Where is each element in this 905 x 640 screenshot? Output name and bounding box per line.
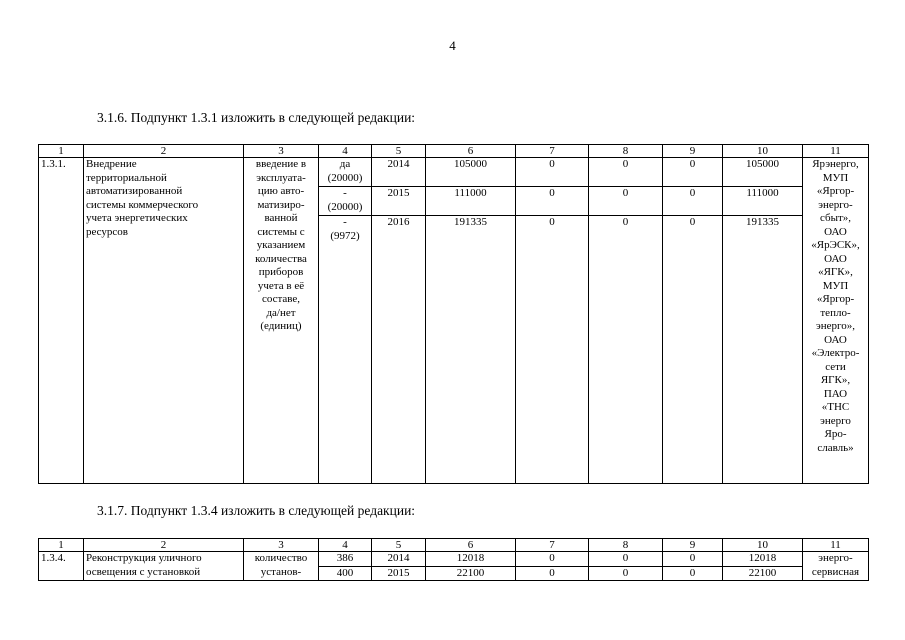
item-number: 1.3.1. [39, 158, 84, 484]
amount: 0 [589, 566, 663, 581]
amount: 111000 [426, 187, 516, 216]
text-line: цию авто- [257, 185, 305, 197]
amount: 12018 [723, 552, 803, 567]
amount: 0 [516, 216, 589, 484]
text-line: да [339, 158, 351, 170]
column-number: 6 [426, 539, 516, 552]
section-heading-1-3-1: 3.1.6. Подпункт 1.3.1 изложить в следующей редакции: [97, 110, 416, 125]
year: 2016 [372, 216, 426, 484]
indicator: количество [244, 552, 319, 567]
amount: 0 [663, 552, 723, 567]
page-number: 4 [449, 38, 456, 53]
text-line: (20000) [327, 200, 363, 213]
text-line: ПАО [823, 387, 848, 400]
section-heading-1-3-4: 3.1.7. Подпункт 1.3.4 изложить в следующей редакции: [97, 503, 416, 518]
year: 2014 [372, 158, 426, 187]
amount: 0 [663, 566, 723, 581]
text-line: энерго- [818, 198, 853, 211]
column-number: 4 [319, 145, 372, 158]
text-line: введение в [255, 158, 307, 170]
table-row [39, 566, 869, 581]
year: 2015 [372, 566, 426, 581]
amount: 0 [589, 158, 663, 187]
column-number: 9 [663, 145, 723, 158]
text-line: составе, [261, 293, 301, 305]
amount: 0 [516, 187, 589, 216]
amount: 105000 [723, 158, 803, 187]
text-line: энерго [820, 414, 851, 427]
text-line: сети [825, 360, 846, 373]
column-number: 11 [803, 539, 869, 552]
text-line: системы коммерческого [86, 198, 199, 211]
amount: 105000 [426, 158, 516, 187]
year: 2015 [372, 187, 426, 216]
amount: 0 [663, 187, 723, 216]
text-line: «Электро- [811, 347, 860, 359]
column-number: 3 [244, 539, 319, 552]
executors [803, 158, 869, 484]
measure-name: Реконструкция уличного [84, 552, 244, 567]
text-line: «Яргор- [816, 185, 855, 197]
text-line: Яро- [824, 428, 847, 440]
column-number-row [39, 539, 869, 552]
text-line: количества [255, 252, 307, 265]
text-line: «ЯрЭСК», [811, 239, 860, 251]
text-line: - [343, 216, 347, 228]
table-subitem-1-3-1 [38, 144, 869, 484]
measure-name [84, 158, 244, 484]
column-number: 7 [516, 145, 589, 158]
indicator [244, 158, 319, 484]
indicator: установ- [244, 566, 319, 581]
text-line: системы с [257, 225, 305, 238]
column-number: 3 [244, 145, 319, 158]
column-number: 1 [39, 145, 84, 158]
text-line: славль» [817, 441, 854, 454]
amount: 0 [663, 216, 723, 484]
text-line: эксплуата- [256, 171, 306, 184]
amount: 0 [516, 566, 589, 581]
column-number: 2 [84, 539, 244, 552]
amount: 191335 [426, 216, 516, 484]
table-subitem-1-3-4 [38, 538, 869, 581]
text-line: Внедрение [86, 158, 137, 170]
item-number: 1.3.4. [39, 552, 84, 581]
text-line: приборов [258, 266, 304, 278]
text-line: ОАО [824, 225, 847, 238]
executors: энерго- [803, 552, 869, 567]
column-number: 10 [723, 539, 803, 552]
amount: 0 [663, 158, 723, 187]
text-line: (20000) [327, 171, 363, 184]
text-line: энерго», [816, 320, 855, 332]
text-line: - [343, 187, 347, 199]
text-line: Ярэнерго, [812, 158, 859, 170]
target-value: 400 [319, 566, 372, 581]
text-line: (9972) [330, 229, 360, 242]
text-line: ЯГК», [820, 374, 851, 386]
column-number: 10 [723, 145, 803, 158]
column-number: 4 [319, 539, 372, 552]
text-line: «ТНС [821, 401, 850, 413]
text-line: автоматизированной [86, 185, 183, 197]
text-line: учета энергетических [86, 212, 188, 224]
text-line: да/нет [266, 306, 296, 319]
column-number: 7 [516, 539, 589, 552]
text-line: матизиро- [257, 198, 305, 211]
amount: 0 [589, 216, 663, 484]
column-number: 6 [426, 145, 516, 158]
amount: 0 [589, 187, 663, 216]
amount: 0 [589, 552, 663, 567]
column-number: 5 [372, 145, 426, 158]
amount: 22100 [723, 566, 803, 581]
measure-name: освещения с установкой [84, 566, 244, 581]
text-line: ОАО [824, 333, 847, 346]
column-number: 2 [84, 145, 244, 158]
text-line: учета в её [257, 279, 305, 292]
target-value [319, 187, 372, 216]
text-line: (единиц) [260, 320, 302, 332]
amount: 0 [516, 552, 589, 567]
table-row [39, 158, 869, 187]
executors: сервисная [803, 566, 869, 581]
column-number: 9 [663, 539, 723, 552]
text-line: территориальной [86, 171, 167, 184]
column-number: 11 [803, 145, 869, 158]
text-line: «Яргор- [816, 293, 855, 305]
text-line: ванной [264, 212, 298, 224]
text-line: указанием [256, 239, 306, 251]
column-number-row [39, 145, 869, 158]
amount: 111000 [723, 187, 803, 216]
column-number: 8 [589, 539, 663, 552]
text-line: «ЯГК», [818, 266, 853, 278]
column-number: 5 [372, 539, 426, 552]
text-line: ОАО [824, 252, 847, 265]
target-value [319, 216, 372, 484]
column-number: 8 [589, 145, 663, 158]
amount: 0 [516, 158, 589, 187]
text-line: МУП [822, 171, 849, 184]
text-line: ресурсов [86, 225, 128, 238]
text-line: МУП [822, 279, 849, 292]
table-row [39, 552, 869, 567]
year: 2014 [372, 552, 426, 567]
text-line: тепло- [820, 306, 851, 319]
text-line: сбыт», [819, 212, 852, 224]
target-value: 386 [319, 552, 372, 567]
target-value [319, 158, 372, 187]
column-number: 1 [39, 539, 84, 552]
amount: 191335 [723, 216, 803, 484]
amount: 22100 [426, 566, 516, 581]
amount: 12018 [426, 552, 516, 567]
